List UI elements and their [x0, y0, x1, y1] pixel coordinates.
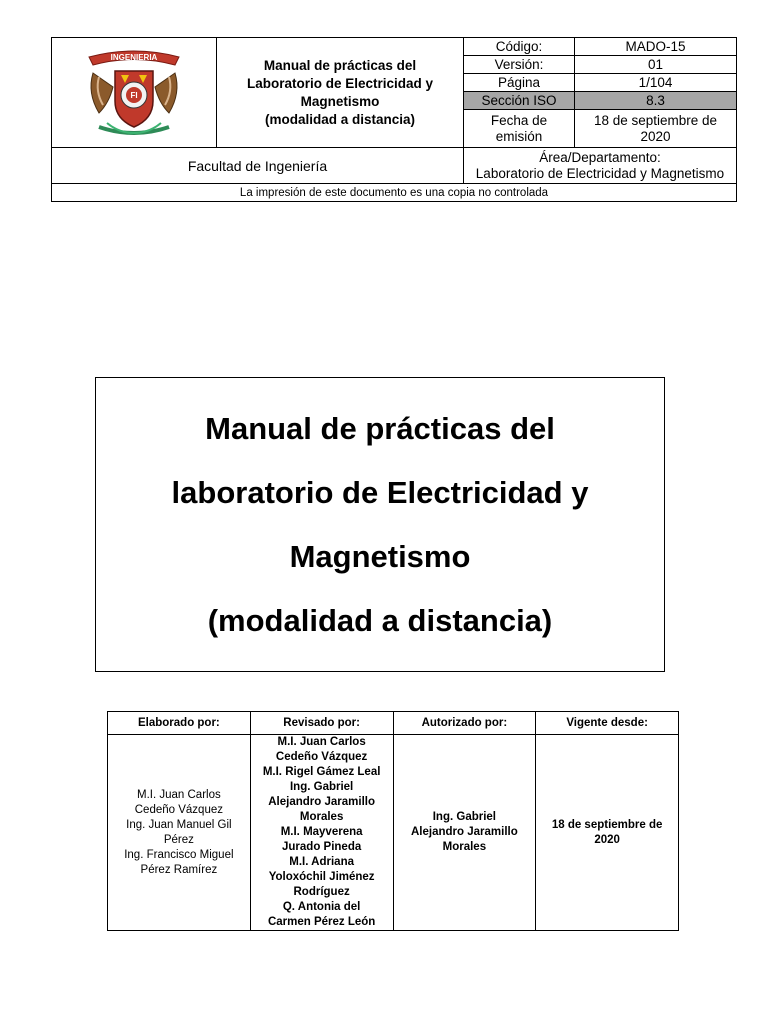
elaborado-line: Cedeño Vázquez [134, 803, 223, 816]
area-value: Laboratorio de Electricidad y Magnetismo [475, 165, 725, 181]
revisado-line: Carmen Pérez León [267, 916, 376, 928]
vigente-line: 18 de septiembre de [551, 818, 663, 831]
area-label: Área/Departamento: [539, 149, 661, 165]
elaborado-header: Elaborado por: [108, 712, 251, 735]
revisado-line: Alejandro Jaramillo [268, 796, 375, 808]
revisado-line: M.I. Rigel Gámez Leal [262, 766, 381, 778]
codigo-label: Código: [464, 38, 575, 56]
elaborado-line: Pérez Ramírez [140, 863, 218, 876]
faculty-name [52, 148, 464, 184]
autorizado-cell [393, 735, 536, 931]
autorizado-line: Alejandro Jaramillo [411, 826, 518, 838]
main-title-line: Manual de prácticas del [205, 410, 555, 446]
version-value: 01 [575, 56, 737, 74]
elaborado-line: M.I. Juan Carlos [137, 788, 221, 801]
unam-engineering-logo [79, 43, 189, 139]
revisado-line: M.I. Adriana [289, 856, 354, 868]
fecha-label-line: emisión [495, 128, 543, 144]
header-title-line: Manual de prácticas del [263, 57, 417, 73]
header-table [51, 37, 737, 202]
seccion-iso-label: Sección ISO [464, 92, 575, 110]
print-notice: La impresión de este documento es una copia no controlada [52, 184, 737, 202]
main-title-line: Magnetismo [289, 538, 471, 574]
fecha-label-line: Fecha de [490, 112, 548, 128]
elaborado-cell [108, 735, 251, 931]
revisado-line: Ing. Gabriel [289, 781, 354, 793]
version-label: Versión: [464, 56, 575, 74]
main-title-box [95, 377, 665, 672]
fecha-emision-value [575, 110, 737, 148]
pagina-label: Página [464, 74, 575, 92]
revisado-line: Q. Antonia del [282, 901, 361, 913]
autorizado-header: Autorizado por: [393, 712, 536, 735]
elaborado-line: Ing. Francisco Miguel [124, 848, 234, 861]
header-title-line: Laboratorio de Electricidad y [246, 75, 434, 91]
vigente-cell [536, 735, 679, 931]
header-title-line: (modalidad a distancia) [264, 111, 416, 127]
codigo-value: MADO-15 [575, 38, 737, 56]
seccion-iso-value: 8.3 [575, 92, 737, 110]
revisado-line: Jurado Pineda [282, 841, 362, 853]
revisado-line: Yoloxóchil Jiménez [268, 871, 375, 883]
revisado-header: Revisado por: [250, 712, 393, 735]
autorizado-line: Morales [442, 841, 487, 853]
vigente-header: Vigente desde: [536, 712, 679, 735]
main-title-line: laboratorio de Electricidad y [171, 474, 589, 510]
fecha-value-line: 18 de septiembre de [593, 112, 718, 128]
revisado-cell [250, 735, 393, 931]
header-title-line: Magnetismo [300, 93, 380, 109]
document-header [51, 37, 737, 202]
revisado-line: M.I. Mayverena [280, 826, 363, 838]
faculty-text: Facultad de Ingeniería [187, 157, 328, 174]
revisado-line: M.I. Juan Carlos [277, 736, 366, 748]
elaborado-line: Ing. Juan Manuel Gil [126, 818, 232, 831]
area-departamento [464, 148, 737, 184]
main-title-line: (modalidad a distancia) [207, 602, 553, 638]
logo-cell [52, 38, 217, 148]
svg-text:FI: FI [130, 90, 138, 100]
revisado-line: Cedeño Vázquez [275, 751, 368, 763]
revisado-line: Morales [299, 811, 344, 823]
logo-banner-text: INGENIERIA [110, 52, 158, 62]
elaborado-line: Pérez [163, 833, 194, 846]
approval-table [107, 711, 679, 927]
header-title [217, 38, 464, 148]
autorizado-line: Ing. Gabriel [432, 811, 496, 823]
revisado-line: Rodríguez [293, 886, 350, 898]
vigente-line: 2020 [594, 833, 620, 846]
fecha-value-line: 2020 [640, 128, 671, 144]
fecha-emision-label [464, 110, 575, 148]
pagina-value: 1/104 [575, 74, 737, 92]
approval-table-grid [107, 711, 679, 931]
